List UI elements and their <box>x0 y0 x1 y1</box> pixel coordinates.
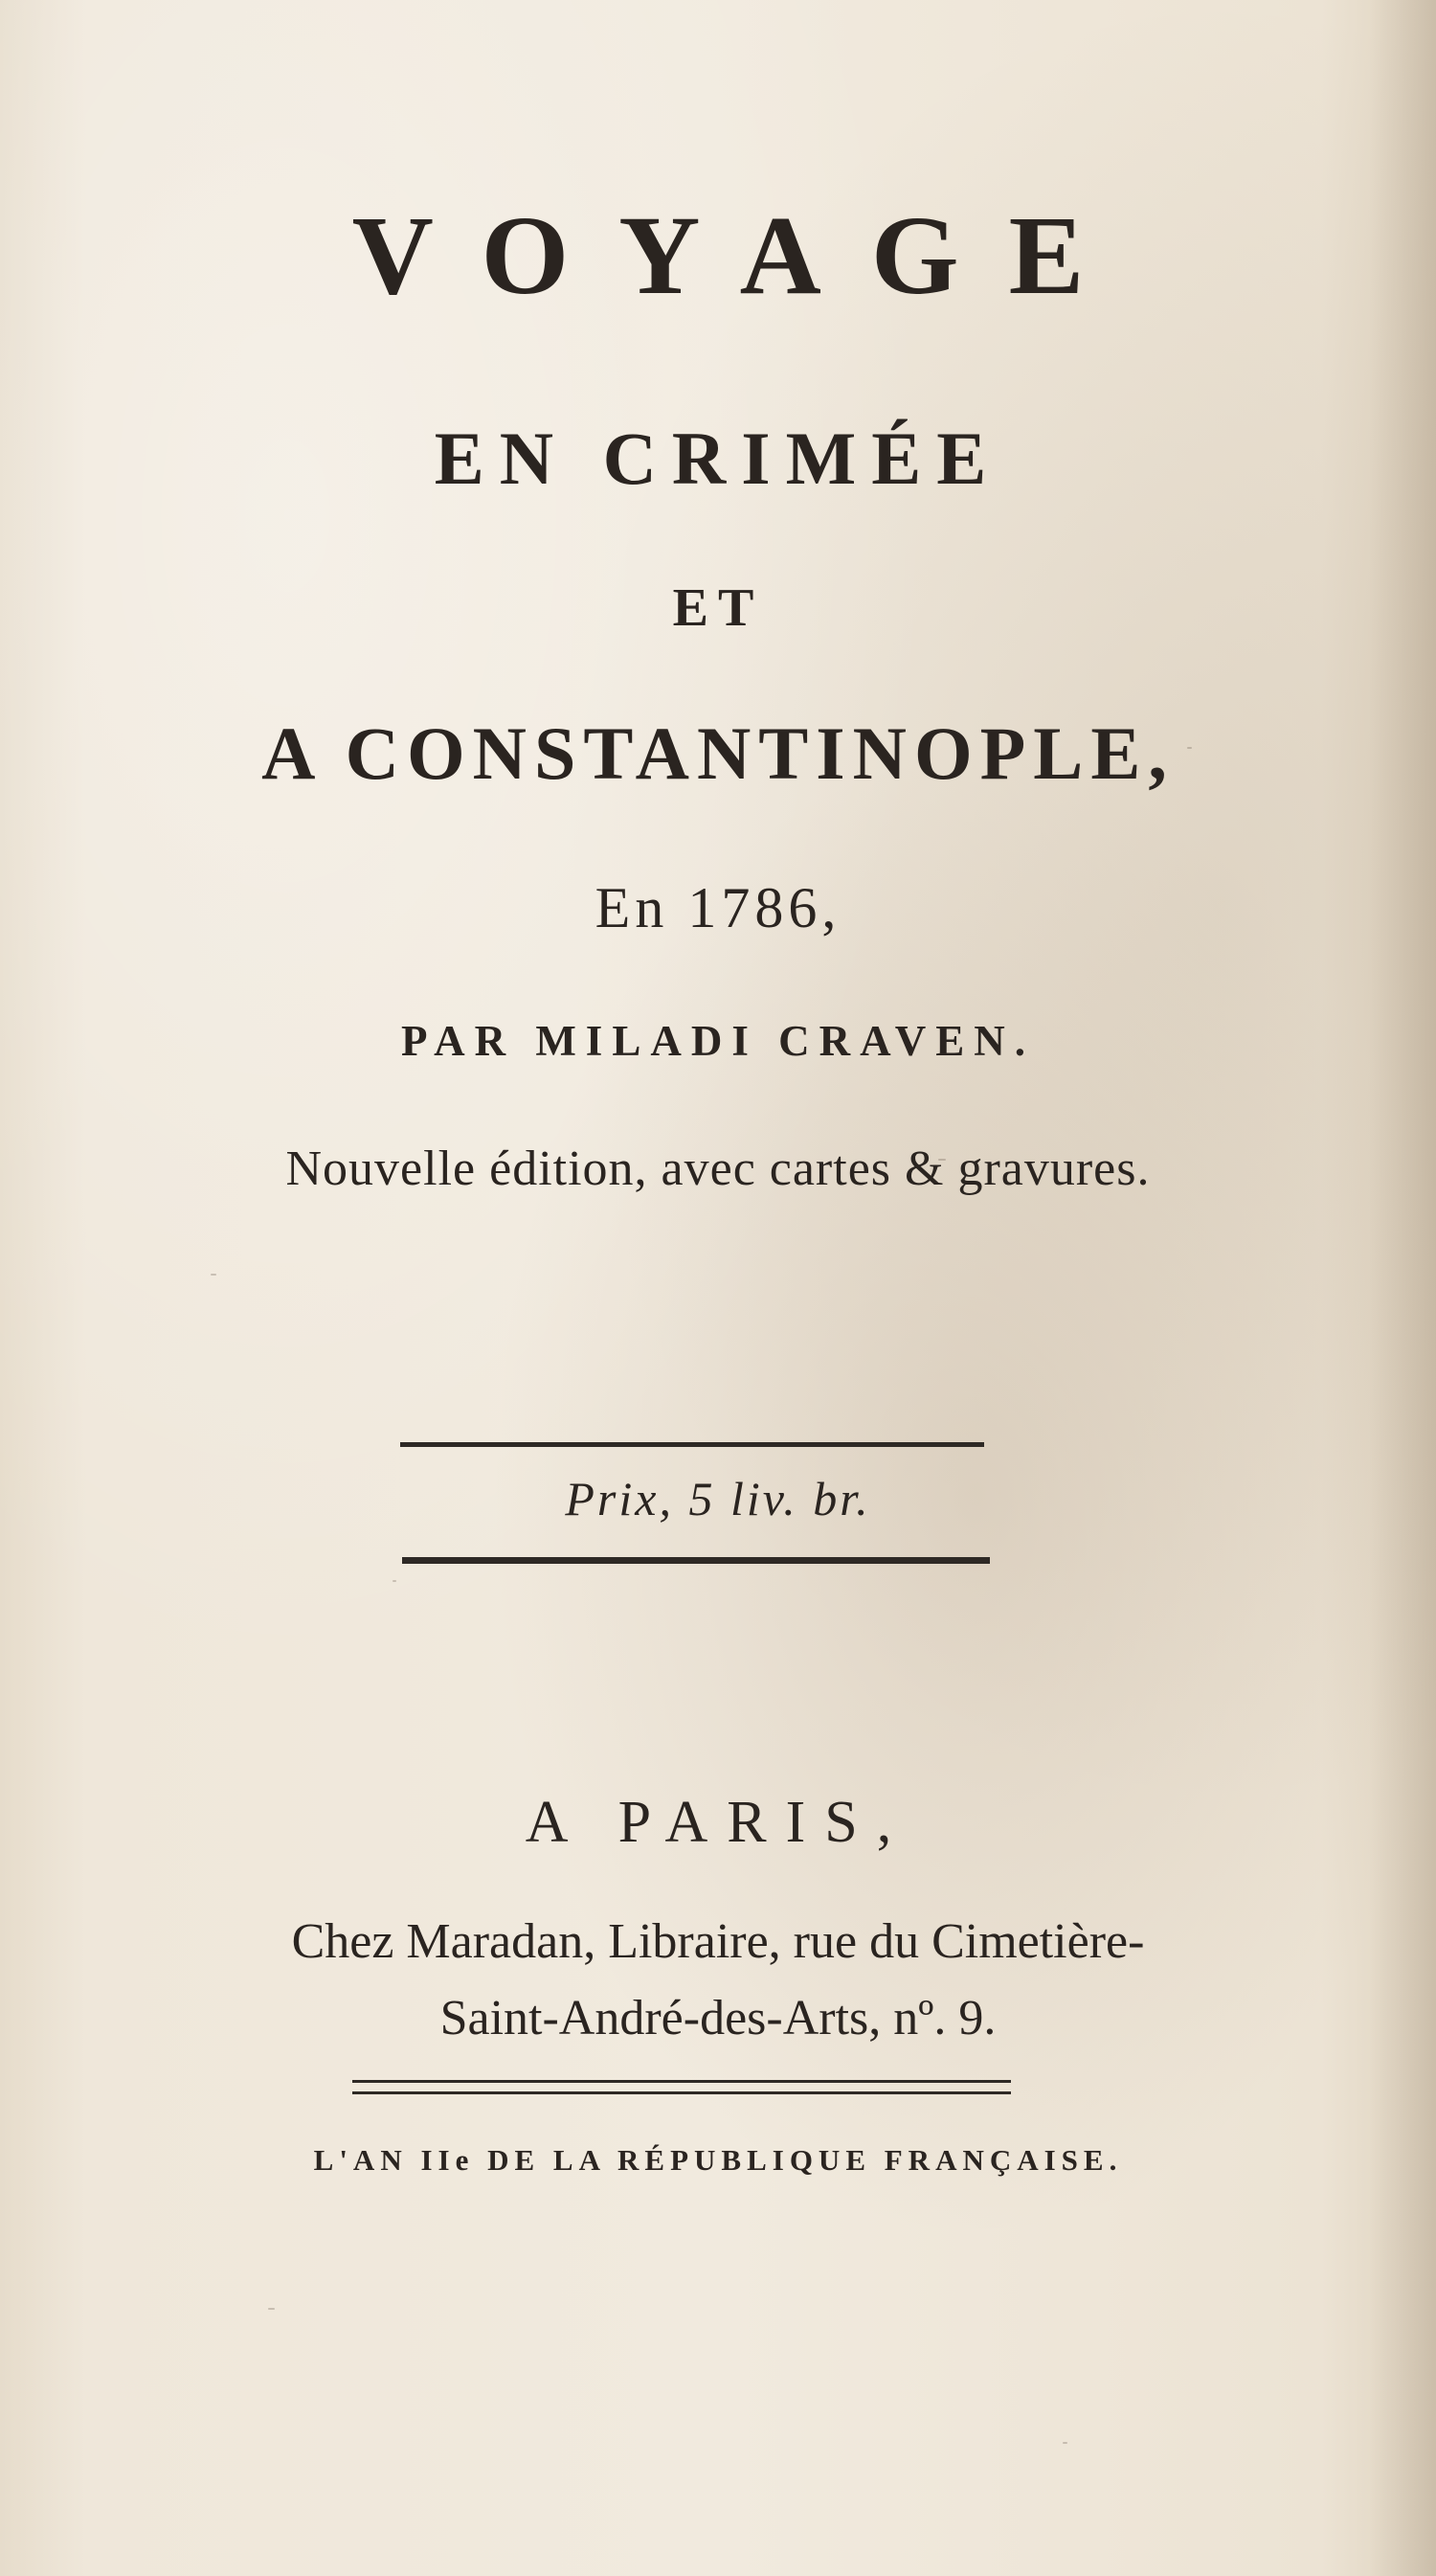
paper-speck <box>1063 2442 1067 2444</box>
imprint-publisher-line-2: Saint-André-des-Arts, nº. 9. <box>439 1991 997 2045</box>
imprint-publisher-line-1: Chez Maradan, Libraire, rue du Cimetière- <box>291 1914 1145 1969</box>
subtitle-line-2: A CONSTANTINOPLE, <box>261 712 1175 795</box>
price-rule-bottom <box>402 1557 990 1564</box>
date-line: L'AN IIe DE LA RÉPUBLIQUE FRANÇAISE. <box>313 2143 1123 2177</box>
imprint-city: A PARIS, <box>525 1790 911 1855</box>
price-line: Prix, 5 liv. br. <box>565 1472 871 1525</box>
author-line: PAR MILADI CRAVEN. <box>400 1017 1036 1065</box>
subtitle-conjunction: ET <box>672 578 764 638</box>
price-rule-top <box>400 1442 984 1447</box>
paper-speck <box>393 1580 396 1582</box>
imprint-rule-bottom <box>352 2091 1011 2094</box>
edition-line: Nouvelle édition, avec cartes & gravures. <box>285 1141 1151 1196</box>
year-line: En 1786, <box>595 876 841 939</box>
imprint-rule-top <box>352 2080 1011 2083</box>
paper-speck <box>268 2308 275 2310</box>
paper-speck <box>211 1274 216 1276</box>
subtitle-line-1: EN CRIMÉE <box>434 417 1002 500</box>
page-edge-shadow <box>1369 0 1436 2576</box>
book-title: VOYAGE <box>351 192 1134 318</box>
